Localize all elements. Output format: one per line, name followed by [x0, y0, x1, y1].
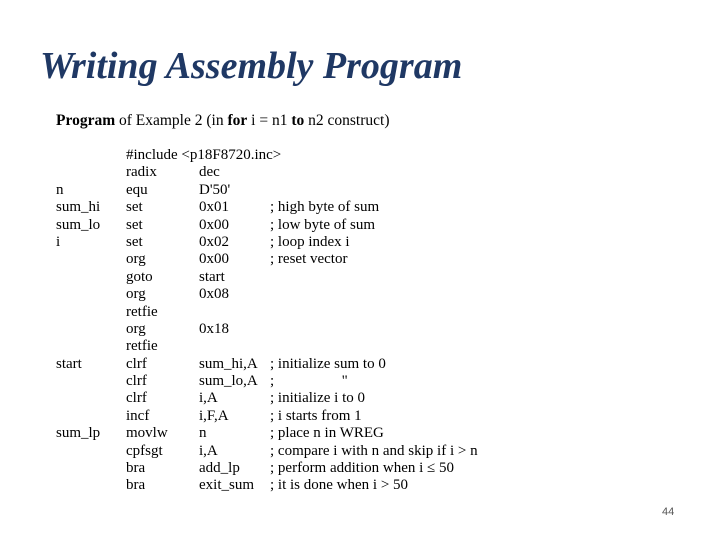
code-opcode: retfie	[126, 338, 158, 355]
code-comment: ; reset vector	[270, 251, 348, 268]
code-opcode: movlw	[126, 425, 168, 442]
code-operand: sum_lo,A	[199, 373, 258, 390]
code-operand: i,F,A	[199, 407, 229, 424]
code-opcode: clrf	[126, 373, 147, 390]
code-label: start	[56, 355, 82, 372]
code-operand: 0x02	[199, 233, 229, 250]
code-operand: D'50'	[199, 181, 231, 198]
code-opcode: incf	[126, 407, 150, 424]
caption-text-2: i = n1	[247, 112, 292, 129]
code-opcode: cpfsgt	[126, 442, 163, 459]
code-operand: add_lp	[199, 460, 240, 477]
code-opcode: org	[126, 320, 146, 337]
code-comment: ; low byte of sum	[270, 216, 375, 233]
code-label: i	[56, 233, 61, 250]
code-comment: ; it is done when i > 50	[270, 477, 409, 494]
code-operand: 0x18	[199, 320, 229, 337]
code-operand: start	[199, 268, 225, 285]
caption-program-word: Program	[56, 112, 116, 129]
slide-title: Writing Assembly Program	[40, 45, 463, 87]
code-operand: sum_hi,A	[199, 355, 258, 372]
code-comment: ; high byte of sum	[270, 199, 380, 216]
code-comment: ; place n in WREG	[270, 425, 384, 442]
code-opcode: clrf	[126, 355, 147, 372]
code-operand: 0x08	[199, 286, 229, 303]
code-opcode: #include <p18F8720.inc>	[126, 147, 282, 163]
code-label: n	[56, 181, 64, 198]
code-comment: ; perform addition when i ≤ 50	[270, 460, 455, 477]
code-opcode: bra	[126, 477, 146, 494]
code-opcode: goto	[126, 268, 153, 285]
code-operand: i,A	[199, 442, 218, 459]
code-operand: exit_sum	[199, 477, 254, 494]
code-operand: n	[199, 425, 207, 442]
page-number: 44	[662, 506, 675, 518]
code-operand: 0x00	[199, 251, 229, 268]
code-comment: ; i starts from 1	[270, 407, 362, 424]
code-opcode: radix	[126, 164, 157, 181]
code-comment: ; initialize i to 0	[270, 390, 365, 407]
program-caption	[56, 112, 389, 130]
code-opcode: org	[126, 286, 146, 303]
code-opcode: clrf	[126, 390, 147, 407]
code-opcode: bra	[126, 460, 146, 477]
code-comment: ; initialize sum to 0	[270, 355, 386, 372]
code-opcode: equ	[126, 181, 148, 198]
code-operand: 0x01	[199, 199, 229, 216]
code-opcode: set	[126, 216, 143, 233]
code-label: sum_hi	[56, 199, 101, 216]
caption-text-1: of Example 2 (in	[115, 112, 228, 129]
code-comment: ; compare i with n and skip if i > n	[270, 442, 478, 459]
code-opcode: retfie	[126, 303, 158, 320]
code-operand: dec	[199, 164, 220, 181]
code-opcode: set	[126, 233, 143, 250]
code-opcode: org	[126, 251, 146, 268]
caption-for-word: for	[227, 112, 248, 129]
code-label: sum_lo	[56, 216, 101, 233]
code-operand: 0x00	[199, 216, 229, 233]
code-operand: i,A	[199, 390, 218, 407]
code-comment: ; loop index i	[270, 233, 350, 250]
code-opcode: set	[126, 199, 143, 216]
caption-text-3: n2 construct)	[304, 112, 390, 129]
code-comment: ; "	[270, 373, 348, 390]
caption-to-word: to	[291, 112, 305, 129]
code-label: sum_lp	[56, 425, 101, 442]
